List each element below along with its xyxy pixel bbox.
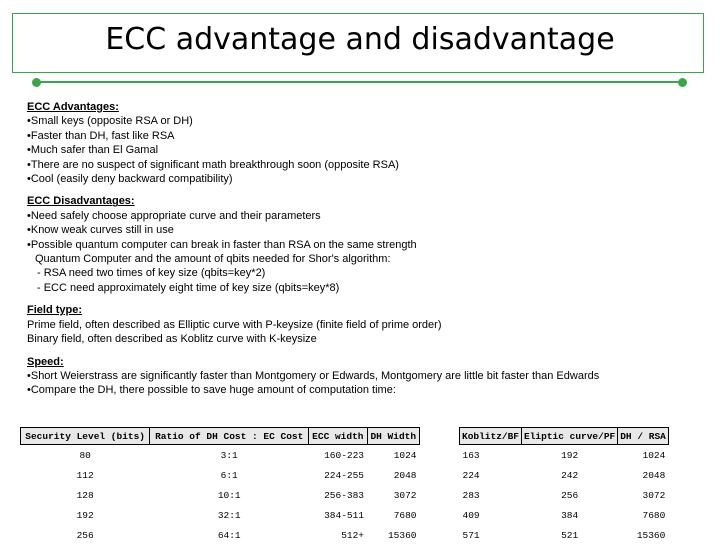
table-cell: 384-511 <box>324 509 365 521</box>
table-header: ECC width <box>309 428 367 445</box>
security-level-table <box>20 427 420 545</box>
disadvantage-item: •Know weak curves still in use <box>27 224 174 237</box>
table-cell: 1024 <box>642 449 666 461</box>
advantage-item: •Small keys (opposite RSA or DH) <box>27 115 193 128</box>
advantages-section <box>27 100 707 186</box>
table-cell: 112 <box>76 469 94 481</box>
table-cell: 521 <box>561 529 579 541</box>
disadvantage-item: - RSA need two times of key size (qbits=key*2) <box>37 267 266 280</box>
table-cell: 242 <box>561 469 579 481</box>
table-cell: 571 <box>462 529 480 541</box>
table-row <box>21 465 420 485</box>
table-header: Ratio of DH Cost : EC Cost <box>150 428 309 445</box>
table-cell: 3072 <box>642 489 666 501</box>
divider-line <box>36 81 682 83</box>
table-cell: 2048 <box>642 469 666 481</box>
advantages-heading: ECC Advantages: <box>27 101 119 113</box>
table-cell: 283 <box>462 489 480 501</box>
table-header: DH Width <box>367 428 419 445</box>
table-cell: 7680 <box>393 509 417 521</box>
table-cell: 224 <box>462 469 480 481</box>
field-type-item: Binary field, often described as Koblitz curve with K-keysize <box>27 333 317 346</box>
table-row <box>460 505 669 525</box>
slide-title: ECC advantage and disadvantage <box>105 22 615 57</box>
speed-item: •Short Weierstrass are significantly faster than Montgomery or Edwards, Montgomery are little bit faster than Edwards <box>27 369 600 382</box>
table-cell: 256 <box>561 489 579 501</box>
field-type-item: Prime field, often described as Elliptic curve with P-keysize (finite field of prime order) <box>27 318 442 331</box>
advantage-item: •Faster than DH, fast like RSA <box>27 129 175 142</box>
disadvantages-heading: ECC Disadvantages: <box>27 195 135 208</box>
table-cell: 163 <box>462 449 480 461</box>
disadvantage-item: - ECC need approximately eight time of key size (qbits=key*8) <box>37 281 340 294</box>
disadvantages-section <box>27 194 707 295</box>
table-cell: 32:1 <box>217 509 241 521</box>
disadvantage-item: •Possible quantum computer can break in faster than RSA on the same strength <box>27 238 417 251</box>
table-cell: 64:1 <box>217 529 241 541</box>
divider-left-dot <box>32 78 41 87</box>
advantage-item: •Cool (easily deny backward compatibility) <box>27 173 233 186</box>
table-cell: 192 <box>561 449 579 461</box>
table-header: Security Level (bits) <box>21 428 150 445</box>
table-header: Eliptic curve/PF <box>522 428 618 445</box>
advantage-item: •There are no suspect of significant math breakthrough soon (opposite RSA) <box>27 158 399 171</box>
speed-section <box>27 355 707 398</box>
table-row <box>21 485 420 505</box>
table-cell: 15360 <box>636 529 666 541</box>
table-cell: 1024 <box>393 449 417 461</box>
table-cell: 128 <box>76 489 94 501</box>
table-row <box>460 485 669 505</box>
table-cell: 15360 <box>387 529 417 541</box>
table-cell: 3072 <box>393 489 417 501</box>
table-header: Koblitz/BF <box>460 428 522 445</box>
table-cell: 7680 <box>642 509 666 521</box>
table-cell: 6:1 <box>220 469 238 481</box>
table-cell: 512+ <box>341 529 365 541</box>
slide-body <box>27 100 707 406</box>
disadvantage-item: Quantum Computer and the amount of qbits needed for Shor's algorithm: <box>35 253 391 266</box>
field-type-heading: Field type: <box>27 304 83 317</box>
divider-right-dot <box>678 78 687 87</box>
field-type-section <box>27 303 707 346</box>
table-cell: 160-223 <box>324 449 365 461</box>
table-cell: 256-383 <box>324 489 365 501</box>
speed-item: •Compare the DH, there possible to save huge amount of computation time: <box>27 384 396 397</box>
table-cell: 409 <box>462 509 480 521</box>
advantage-item: •Much safer than El Gamal <box>27 144 159 157</box>
key-size-comparison-table <box>459 427 669 545</box>
disadvantage-item: •Need safely choose appropriate curve and their parameters <box>27 209 321 222</box>
table-row <box>460 465 669 485</box>
table-row <box>21 505 420 525</box>
table-cell: 224-255 <box>324 469 365 481</box>
speed-heading: Speed: <box>27 355 64 368</box>
table-row <box>21 525 420 545</box>
table-cell: 10:1 <box>217 489 241 501</box>
table-row <box>460 525 669 545</box>
table-row <box>460 445 669 466</box>
table-cell: 3:1 <box>220 449 238 461</box>
table-cell: 256 <box>76 529 94 541</box>
table-cell: 384 <box>561 509 579 521</box>
table-header: DH / RSA <box>618 428 669 445</box>
table-row <box>21 445 420 466</box>
table-cell: 80 <box>79 449 91 461</box>
table-cell: 2048 <box>393 469 417 481</box>
table-cell: 192 <box>76 509 94 521</box>
